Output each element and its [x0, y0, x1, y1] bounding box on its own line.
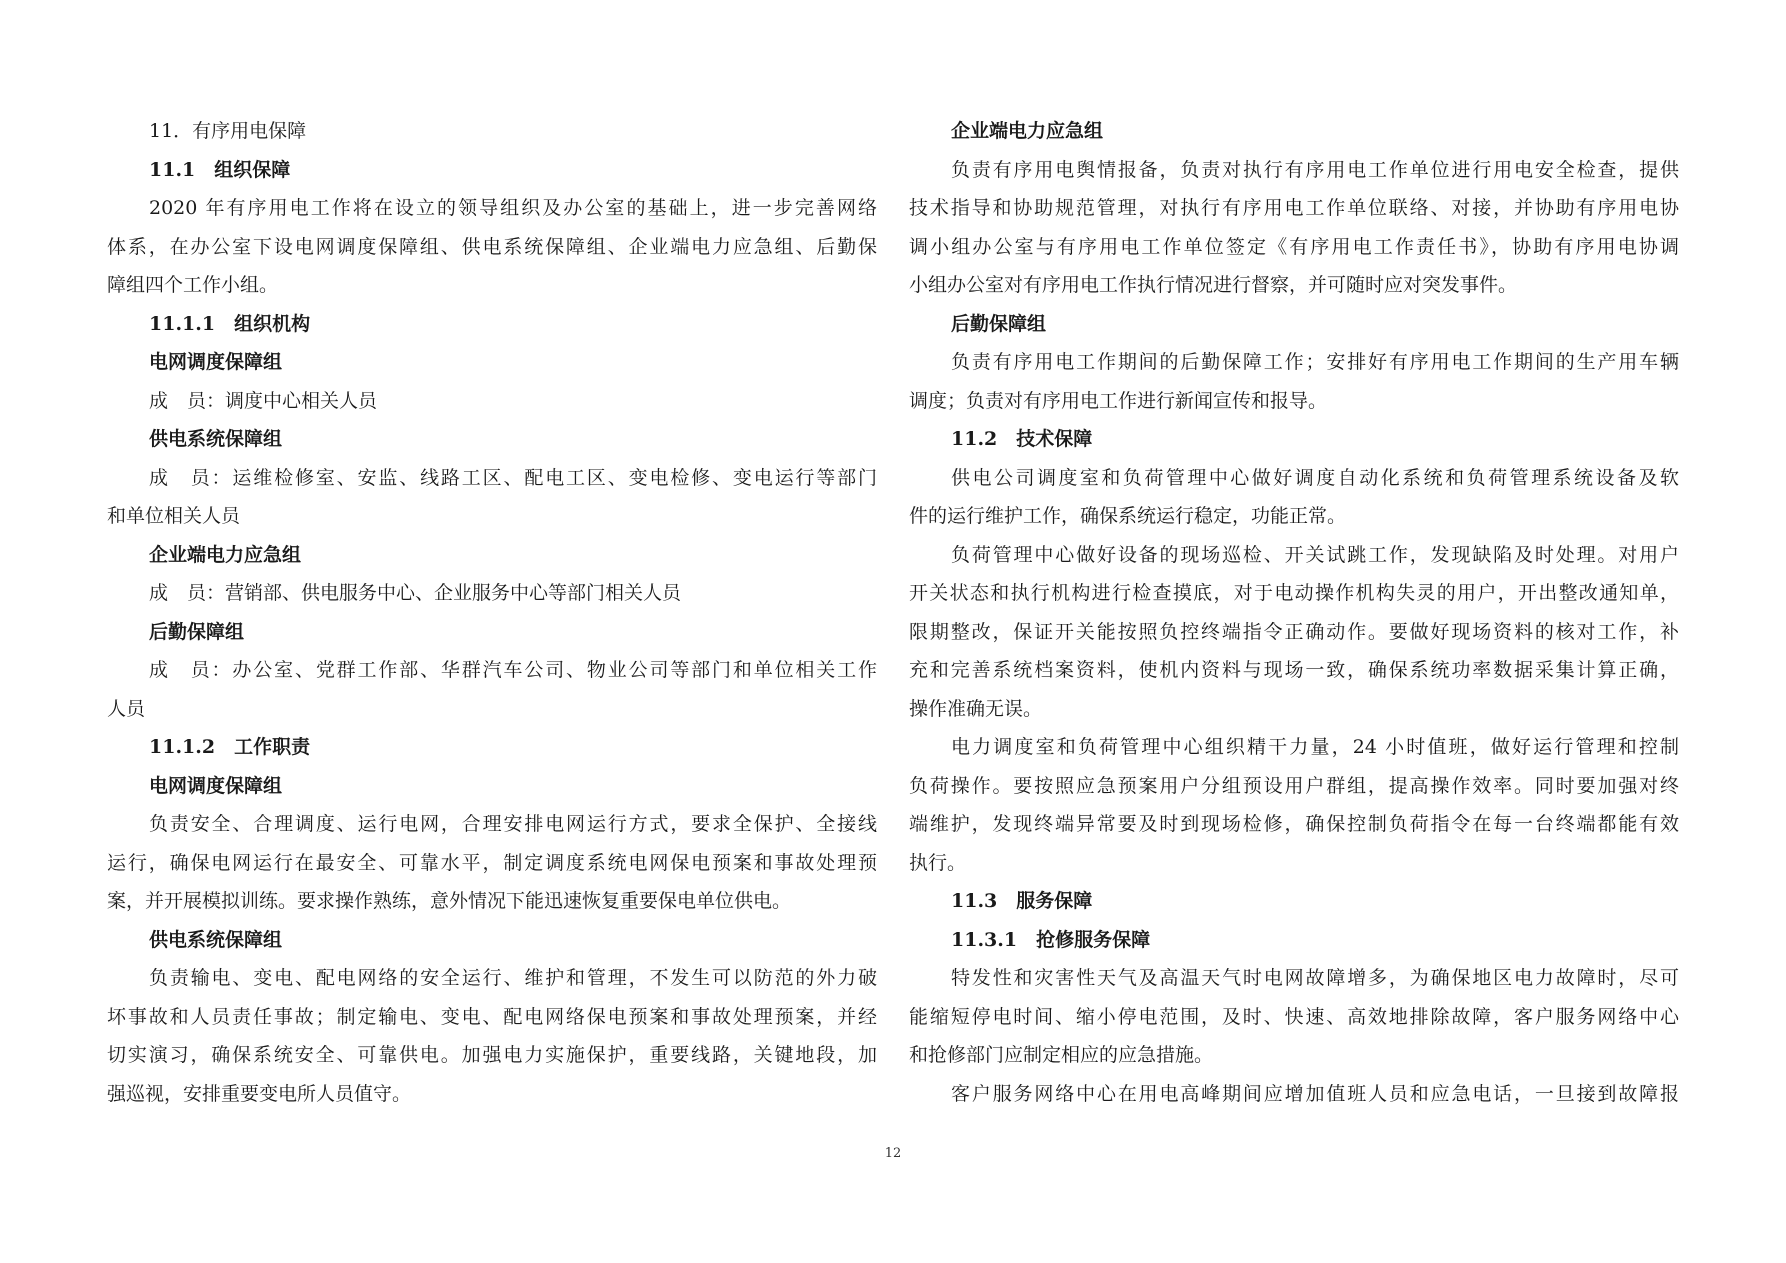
text-line: 负责有序用电工作期间的后勤保障工作；安排好有序用电工作期间的生产用车辆: [951, 351, 1679, 373]
text-line: 切实演习，确保系统安全、可靠供电。加强电力实施保护，重要线路，关键地段，加: [107, 1044, 877, 1066]
section-heading: 11.1 组织保障: [149, 158, 291, 181]
text-line: 和单位相关人员: [107, 505, 241, 527]
text-line: 运行，确保电网运行在最安全、可靠水平，制定调度系统电网保电预案和事故处理预: [107, 851, 877, 874]
text-line: 人员: [107, 697, 146, 720]
text-line: 件的运行维护工作，确保系统运行稳定，功能正常。: [909, 505, 1347, 527]
text-line: 限期整改，保证开关能按照负控终端指令正确动作。要做好现场资料的核对工作，补: [909, 620, 1679, 643]
text-line: 成 员：营销部、供电服务中心、企业服务中心等部门相关人员: [149, 582, 682, 604]
text-line: 强巡视，安排重要变电所人员值守。: [107, 1082, 412, 1105]
text-line: 体系，在办公室下设电网调度保障组、供电系统保障组、企业端电力应急组、后勤保: [107, 235, 877, 258]
text-line: 负责有序用电舆情报备，负责对执行有序用电工作单位进行用电安全检查，提供: [951, 158, 1679, 181]
section-heading: 供电系统保障组: [149, 428, 283, 450]
text-line: 电力调度室和负荷管理中心组织精干力量，24 小时值班，做好运行管理和控制: [951, 736, 1679, 758]
text-line: 成 员：调度中心相关人员: [149, 389, 378, 412]
section-heading: 供电系统保障组: [149, 928, 283, 951]
text-line: 成 员：办公室、党群工作部、华群汽车公司、物业公司等部门和单位相关工作: [149, 659, 877, 681]
text-line: 负责输电、变电、配电网络的安全运行、维护和管理，不发生可以防范的外力破: [149, 967, 877, 989]
text-line: 调度；负责对有序用电工作进行新闻宣传和报导。: [909, 389, 1328, 412]
text-line: 技术指导和协助规范管理，对执行有序用电工作单位联络、对接，并协助有序用电协: [909, 197, 1679, 219]
text-line: 开关状态和执行机构进行检查摸底，对于电动操作机构失灵的用户，开出整改通知单，: [909, 582, 1679, 604]
text-line: 供电公司调度室和负荷管理中心做好调度自动化系统和负荷管理系统设备及软: [951, 466, 1679, 489]
text-line: 11．有序用电保障: [149, 120, 307, 142]
section-heading: 电网调度保障组: [149, 774, 283, 797]
text-line: 负荷管理中心做好设备的现场巡检、开关试跳工作，发现缺陷及时处理。对用户: [951, 543, 1679, 566]
text-line: 障组四个工作小组。: [107, 274, 279, 296]
section-heading: 11.1.1 组织机构: [149, 312, 311, 335]
section-heading: 11.1.2 工作职责: [149, 736, 311, 758]
text-line: 小组办公室对有序用电工作执行情况进行督察，并可随时应对突发事件。: [909, 274, 1518, 296]
text-line: 端维护，发现终端异常要及时到现场检修，确保控制负荷指令在每一台终端都能有效: [909, 813, 1679, 835]
section-heading: 电网调度保障组: [149, 351, 283, 373]
text-line: 执行。: [909, 851, 967, 874]
text-line: 负责安全、合理调度、运行电网，合理安排电网运行方式，要求全保护、全接线: [149, 813, 877, 835]
section-heading: 11.3.1 抢修服务保障: [951, 928, 1151, 951]
section-heading: 11.3 服务保障: [951, 890, 1093, 912]
page-number: 12: [884, 1146, 902, 1161]
text-line: 充和完善系统档案资料，使机内资料与现场一致，确保系统功率数据采集计算正确，: [909, 659, 1679, 681]
section-heading: 11.2 技术保障: [951, 428, 1093, 450]
text-line: 案，并开展模拟训练。要求操作熟练，意外情况下能迅速恢复重要保电单位供电。: [107, 890, 792, 912]
text-line: 客户服务网络中心在用电高峰期间应增加值班人员和应急电话，一旦接到故障报: [951, 1082, 1679, 1105]
section-heading: 企业端电力应急组: [951, 120, 1104, 142]
section-heading: 后勤保障组: [149, 620, 245, 643]
text-line: 能缩短停电时间、缩小停电范围，及时、快速、高效地排除故障，客户服务网络中心: [909, 1005, 1679, 1028]
text-line: 和抢修部门应制定相应的应急措施。: [909, 1044, 1214, 1066]
section-heading: 企业端电力应急组: [149, 543, 302, 566]
text-line: 操作准确无误。: [909, 697, 1043, 720]
section-heading: 后勤保障组: [951, 312, 1047, 335]
text-line: 坏事故和人员责任事故；制定输电、变电、配电网络保电预案和事故处理预案，并经: [107, 1005, 877, 1028]
text-line: 负荷操作。要按照应急预案用户分组预设用户群组，提高操作效率。同时要加强对终: [909, 774, 1679, 797]
text-line: 调小组办公室与有序用电工作单位签定《有序用电工作责任书》，协助有序用电协调: [909, 235, 1679, 258]
text-line: 特发性和灾害性天气及高温天气时电网故障增多，为确保地区电力故障时，尽可: [951, 967, 1679, 989]
left-column: [107, 112, 877, 1113]
text-line: 成 员：运维检修室、安监、线路工区、配电工区、变电检修、变电运行等部门: [149, 466, 877, 489]
text-line: 2020 年有序用电工作将在设立的领导组织及办公室的基础上，进一步完善网络: [149, 197, 877, 219]
right-column: [909, 112, 1679, 1113]
